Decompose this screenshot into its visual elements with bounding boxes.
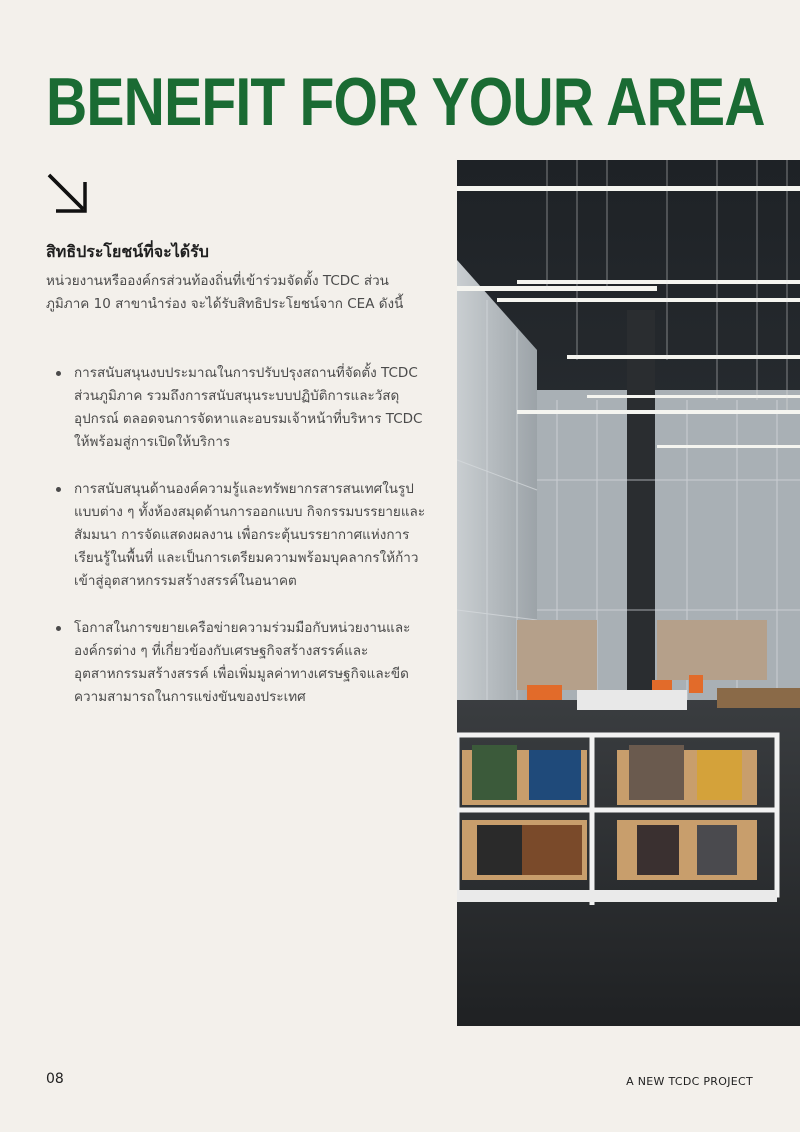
list-item-text: การสนับสนุนงบประมาณในการปรับปรุงสถานที่จัดตั้ง TCDC ส่วนภูมิภาค รวมถึงการสนับสนุนระบบปฏิบัติการและวัสดุอุปกรณ์ ตลอดจนการจัดหาและอบรมเจ้าหน้าที่บริหาร TCDC ให้พร้อมสู่การเปิดให้บริการ	[74, 365, 423, 450]
bullet-dot	[56, 487, 61, 492]
intro-paragraph: หน่วยงานหรือองค์กรส่วนท้องถิ่นที่เข้าร่วมจัดตั้ง TCDC ส่วนภูมิภาค 10 สาขานำร่อง จะได้รับสิทธิประโยชน์จาก CEA ดังนี้	[46, 273, 404, 312]
list-item-text: โอกาสในการขยายเครือข่ายความร่วมมือกับหน่วยงานและองค์กรต่าง ๆ ที่เกี่ยวข้องกับเศรษฐกิจสร้างสรรค์และอุตสาหกรรมสร้างสรรค์ เพื่อเพิ่มมูลค่าทางเศรษฐกิจและขีดความสามารถในการแข่งขันของประเทศ	[74, 620, 411, 705]
library-interior-photo	[457, 160, 800, 1026]
list-item	[56, 478, 428, 593]
list-item	[56, 362, 428, 454]
footer-label: A NEW TCDC PROJECT	[626, 1075, 753, 1088]
list-item-text: การสนับสนุนด้านองค์ความรู้และทรัพยากรสารสนเทศในรูปแบบต่าง ๆ ทั้งห้องสมุดด้านการออกแบบ กิจกรรมบรรยายและสัมมนา การจัดแสดงผลงาน เพื่อกระตุ้นบรรยากาศแห่งการเรียนรู้ในพื้นที่ และเป็นการเตรียมความพร้อมบุคลากรให้ก้าวเข้าสู่อุตสาหกรรมสร้างสรรค์ในอนาคต	[74, 481, 426, 589]
benefit-list	[56, 362, 428, 733]
page-title: BENEFIT FOR YOUR AREA	[46, 64, 765, 140]
bullet-dot	[56, 371, 61, 376]
section-heading: สิทธิประโยชน์ที่จะได้รับ	[46, 242, 209, 261]
list-item	[56, 617, 428, 709]
arrow-down-right-icon	[46, 172, 88, 214]
page-number: 08	[46, 1071, 64, 1087]
bullet-dot	[56, 626, 61, 631]
